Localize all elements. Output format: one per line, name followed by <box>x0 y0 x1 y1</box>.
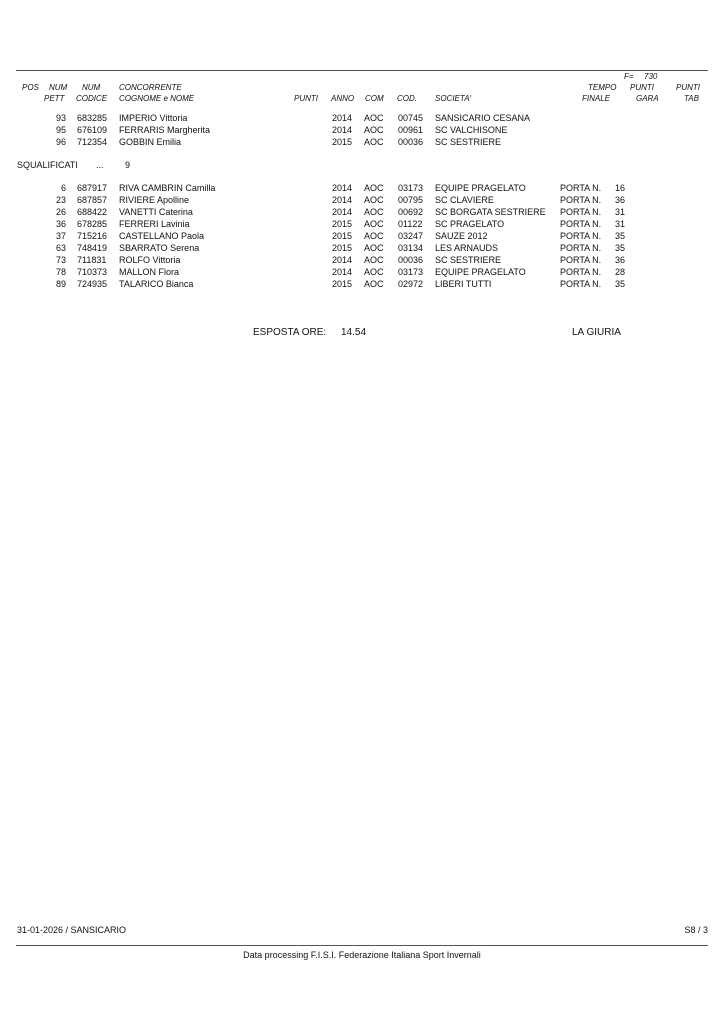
header-pos: POS <box>22 83 39 92</box>
codice: 712354 <box>77 137 108 147</box>
porta-number: 16 <box>614 183 625 193</box>
athlete-name: SBARRATO Serena <box>119 243 200 253</box>
anno: 2015 <box>332 219 353 229</box>
pett: 6 <box>60 183 66 193</box>
f-factor-value: 730 <box>644 72 658 81</box>
com: AOC <box>364 219 384 229</box>
anno: 2015 <box>332 231 353 241</box>
codice: 710373 <box>77 267 108 277</box>
anno: 2014 <box>332 255 353 265</box>
com: AOC <box>364 207 384 217</box>
pett: 89 <box>55 279 66 289</box>
com: AOC <box>364 267 384 277</box>
com: AOC <box>364 243 384 253</box>
codice: 748419 <box>77 243 108 253</box>
esposta-time: 14.54 <box>341 327 367 338</box>
pett: 37 <box>55 231 66 241</box>
porta-number: 36 <box>614 195 625 205</box>
porta-label: PORTA N. <box>560 231 602 241</box>
cod: 03173 <box>398 267 424 277</box>
athlete-name: GOBBIN Emilia <box>119 137 182 147</box>
societa: SC CLAVIERE <box>435 195 494 205</box>
porta-number: 31 <box>614 219 625 229</box>
codice: 715216 <box>77 231 108 241</box>
header-concorrente: CONCORRENTE <box>119 83 182 92</box>
anno: 2014 <box>332 207 353 217</box>
cod: 00745 <box>398 113 424 123</box>
com: AOC <box>364 279 384 289</box>
societa: SAUZE 2012 <box>435 231 488 241</box>
athlete-name: FERRARIS Margherita <box>119 125 211 135</box>
societa: LES ARNAUDS <box>435 243 499 253</box>
cod: 01122 <box>398 219 423 229</box>
athlete-name: TALARICO Bianca <box>119 279 194 289</box>
header-tab: TAB <box>684 94 699 103</box>
societa: SC PRAGELATO <box>435 219 505 229</box>
com: AOC <box>364 195 384 205</box>
header-anno: ANNO <box>331 94 355 103</box>
cod: 03247 <box>398 231 424 241</box>
cod: 00961 <box>398 125 424 135</box>
societa: EQUIPE PRAGELATO <box>435 183 526 193</box>
com: AOC <box>364 183 384 193</box>
header-cognome-nome: COGNOME e NOME <box>119 94 195 103</box>
societa: SC SESTRIERE <box>435 137 502 147</box>
porta-number: 35 <box>614 279 625 289</box>
header-codice: CODICE <box>76 94 108 103</box>
societa: LIBERI TUTTI <box>435 279 492 289</box>
athlete-name: RIVIERE Apolline <box>119 195 190 205</box>
codice: 676109 <box>77 125 108 135</box>
cod: 00795 <box>398 195 424 205</box>
cod: 00036 <box>398 137 424 147</box>
header-tempo: TEMPO <box>588 83 617 92</box>
anno: 2015 <box>332 243 353 253</box>
codice: 688422 <box>77 207 108 217</box>
squalificati-dots: ... <box>96 160 104 170</box>
squalificati-label: SQUALIFICATI <box>17 160 78 170</box>
header-societa: SOCIETA' <box>435 94 472 103</box>
footer-rule <box>16 945 708 946</box>
com: AOC <box>364 125 384 135</box>
porta-label: PORTA N. <box>560 279 602 289</box>
anno: 2014 <box>332 125 353 135</box>
societa: SC VALCHISONE <box>435 125 508 135</box>
header-num: NUM <box>49 83 68 92</box>
porta-label: PORTA N. <box>560 243 602 253</box>
footer-page-number: S8 / 3 <box>684 925 708 935</box>
cod: 03173 <box>398 183 424 193</box>
porta-label: PORTA N. <box>560 219 602 229</box>
header-punti-gara-top: PUNTI <box>630 83 654 92</box>
squalificati-count: 9 <box>125 160 131 170</box>
athlete-name: FERRERI Lavinia <box>119 219 190 229</box>
athlete-name: ROLFO Vittoria <box>119 255 181 265</box>
codice: 687917 <box>77 183 108 193</box>
header-com: COM <box>365 94 384 103</box>
porta-number: 35 <box>614 243 625 253</box>
codice: 687857 <box>77 195 108 205</box>
societa: EQUIPE PRAGELATO <box>435 267 526 277</box>
codice: 724935 <box>77 279 108 289</box>
anno: 2014 <box>332 113 353 123</box>
codice: 711831 <box>77 255 107 265</box>
f-factor-label: F= <box>624 72 634 81</box>
pett: 95 <box>55 125 66 135</box>
pett: 73 <box>55 255 66 265</box>
anno: 2015 <box>332 137 353 147</box>
anno: 2014 <box>332 195 353 205</box>
com: AOC <box>364 113 384 123</box>
header-pett: PETT <box>44 94 65 103</box>
porta-label: PORTA N. <box>560 267 602 277</box>
header-punti: PUNTI <box>294 94 318 103</box>
esposta-label: ESPOSTA ORE: <box>253 327 327 338</box>
header-num-2: NUM <box>82 83 101 92</box>
athlete-name: MALLON Flora <box>119 267 180 277</box>
cod: 00036 <box>398 255 424 265</box>
footer-credit: Data processing F.I.S.I. Federazione Italiana Sport Invernali <box>243 950 481 960</box>
societa: SC BORGATA SESTRIERE <box>435 207 546 217</box>
header-finale: FINALE <box>582 94 611 103</box>
porta-label: PORTA N. <box>560 255 602 265</box>
com: AOC <box>364 137 384 147</box>
codice: 683285 <box>77 113 108 123</box>
athlete-name: RIVA CAMBRIN Camilla <box>119 183 216 193</box>
la-giuria: LA GIURIA <box>572 327 621 338</box>
anno: 2015 <box>332 279 353 289</box>
pett: 93 <box>55 113 66 123</box>
porta-label: PORTA N. <box>560 195 602 205</box>
cod: 00692 <box>398 207 424 217</box>
cod: 03134 <box>398 243 424 253</box>
header-cod: COD. <box>397 94 417 103</box>
cod: 02972 <box>398 279 424 289</box>
top-rule <box>16 70 708 71</box>
pett: 96 <box>55 137 66 147</box>
pett: 23 <box>55 195 66 205</box>
athlete-name: CASTELLANO Paola <box>119 231 205 241</box>
societa: SANSICARIO CESANA <box>435 113 531 123</box>
pett: 36 <box>55 219 66 229</box>
header-gara: GARA <box>636 94 659 103</box>
porta-number: 31 <box>614 207 625 217</box>
pett: 26 <box>55 207 66 217</box>
porta-number: 35 <box>614 231 625 241</box>
athlete-name: IMPERIO Vittoria <box>119 113 188 123</box>
societa: SC SESTRIERE <box>435 255 502 265</box>
pett: 63 <box>55 243 66 253</box>
com: AOC <box>364 255 384 265</box>
porta-number: 28 <box>614 267 625 277</box>
footer-date-place: 31-01-2026 / SANSICARIO <box>17 925 127 935</box>
anno: 2014 <box>332 267 353 277</box>
com: AOC <box>364 231 384 241</box>
porta-number: 36 <box>614 255 625 265</box>
pett: 78 <box>55 267 66 277</box>
anno: 2014 <box>332 183 353 193</box>
codice: 678285 <box>77 219 108 229</box>
athlete-name: VANETTI Caterina <box>119 207 193 217</box>
porta-label: PORTA N. <box>560 207 602 217</box>
porta-label: PORTA N. <box>560 183 602 193</box>
header-punti-tab-top: PUNTI <box>676 83 700 92</box>
